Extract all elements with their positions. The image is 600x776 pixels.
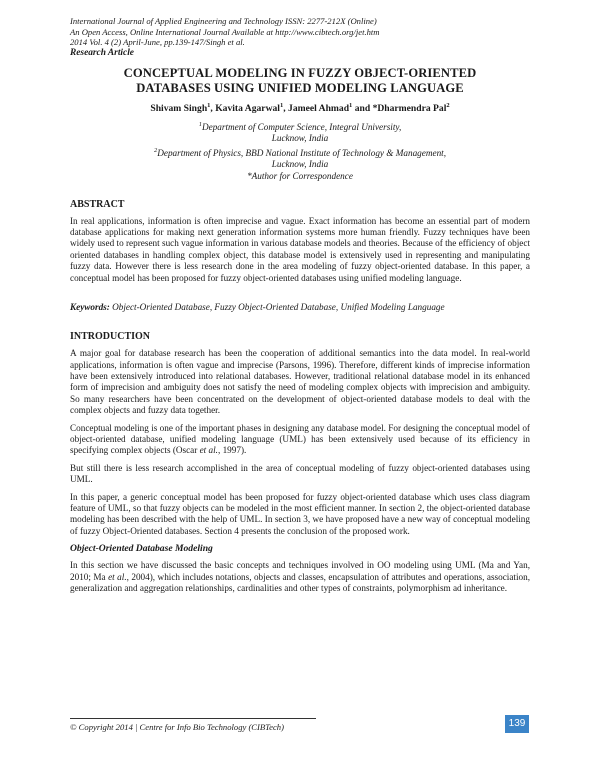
abstract-heading: ABSTRACT (70, 198, 125, 210)
journal-header-line3: 2014 Vol. 4 (2) April-June, pp.139-147/Singh et al. (70, 37, 245, 48)
subsection-paragraph-1 (70, 560, 530, 594)
author-name: Shivam Singh (150, 103, 208, 115)
paper-title-line2: DATABASES USING UNIFIED MODELING LANGUAGE (136, 81, 464, 96)
author-affil-sup: 1 (207, 102, 211, 110)
author-affil-sup: 2 (446, 102, 450, 110)
abstract-text: In real applications, information is often imprecise and vague. Exact information has become an essential part of modern database applications for making next generation information systems more human friendly. Fuzzy techniques have been widely used to represent such vague information in various database models and theories. Because of the efficiency of object oriented databases in handling complex object, this database model is extensively used in representing and manipulating fuzzy data. However there is less research done in the area modeling of fuzzy object-oriented database. In this paper, a conceptual model has been proposed for fuzzy object-oriented databases using unified modeling language. (70, 215, 530, 283)
affiliation-1-line2: Lucknow, India (271, 133, 329, 144)
affiliations (70, 119, 530, 183)
subsection-p1-text: In this section we have discussed the basic concepts and techniques involved in OO modeling using UML (Ma and Yan, 2010; Ma (70, 560, 530, 582)
author-affil-sup: 1 (349, 102, 353, 110)
journal-header-line2: An Open Access, Online International Journal Available at http://www.cibtech.org/jet.htm (70, 26, 380, 37)
author-affil-sup: 1 (279, 102, 284, 110)
correspondence-note: *Author for Correspondence (247, 171, 353, 182)
journal-header-line1: International Journal of Applied Engineering and Technology ISSN: 2277-212X (Online) (70, 16, 377, 26)
paper-title (70, 66, 530, 96)
author-separator: , (283, 103, 289, 115)
footer-divider (70, 718, 316, 719)
author-separator: , (210, 103, 216, 115)
subsection-heading: Object-Oriented Database Modeling (70, 543, 213, 555)
author-separator: and (352, 103, 373, 115)
author-name: Kavita Agarwal (215, 103, 280, 115)
subsection-p1-text-end: , 2004), which includes notations, objects and classes, encapsulation of attributes and operations, association, generalization and aggregation relationships, cardinalities and other types of constraints, polymorphism ad inheritance. (70, 571, 530, 593)
affiliation-1-line1: Department of Computer Science, Integral University, (201, 121, 402, 132)
intro-paragraph-2 (70, 423, 530, 457)
intro-p2-text: Conceptual modeling is one of the important phases in designing any database model. For designing the conceptual model of object-oriented database, unified modeling language (UML) has been extensively used because of its efficiency in specifying complex objects (Oscar (70, 422, 530, 456)
keywords-label: Keywords: (70, 302, 110, 313)
keywords (70, 302, 530, 312)
page-number-badge: 139 (505, 715, 529, 733)
affiliation-2-sup: 2 (153, 146, 158, 154)
introduction-heading: INTRODUCTION (70, 331, 151, 343)
paper-title-line1: CONCEPTUAL MODELING IN FUZZY OBJECT-ORIENTED (123, 66, 477, 81)
intro-p2-etal: et al. (199, 445, 218, 456)
keywords-value: Object-Oriented Database, Fuzzy Object-Oriented Database, Unified Modeling Language (112, 302, 445, 313)
intro-paragraph-3: But still there is less research accomplished in the area of conceptual modeling of fuzzy object-oriented databases using UML. (70, 462, 530, 485)
affiliation-2-line1: Department of Physics, BBD National Institute of Technology & Management, (157, 147, 447, 158)
intro-paragraph-1: A major goal for database research has been the cooperation of additional semantics into the data model. In real-world applications, information is often vague and imprecise (Parsons, 1996). Therefore, different kinds of imprecise information have been extensively introduced into relational databases. However, traditional relational database model in its enhanced form of imprecision and ambiguity does not satisfy the need of modeling complex objects with imprecision and ambiguity. So many researchers have been concentrated on the development of object-oriented database models to deal with the complex objects and fuzzy data together. (70, 348, 530, 416)
affiliation-2-line2: Lucknow, India (271, 159, 329, 170)
paper-page (70, 16, 530, 594)
intro-paragraph-4: In this paper, a generic conceptual model has been proposed for fuzzy object-oriented database which uses class diagram feature of UML, so that fuzzy objects can be modeled in the most efficient manner. In section 2, the object-oriented database modeling has been described with the help of UML. In section 3, we have proposed have a new way of conceptual modeling of fuzzy Object-Oriented databases. Section 4 presents the conclusion of the proposed work. (70, 491, 530, 536)
author-name: *Dharmendra Pal (372, 103, 447, 115)
intro-p2-text-end: , 1997). (217, 445, 247, 456)
affiliation-2 (70, 145, 530, 160)
author-name: Jameel Ahmad (288, 103, 350, 115)
affiliation-1-sup: 1 (198, 120, 202, 128)
affiliation-1 (70, 119, 530, 134)
author-list (70, 102, 530, 114)
journal-header (70, 16, 530, 58)
footer-copyright: © Copyright 2014 | Centre for Info Bio Technology (CIBTech) (70, 722, 284, 732)
article-type: Research Article (70, 47, 134, 58)
subsection-p1-etal: et al. (108, 571, 127, 582)
